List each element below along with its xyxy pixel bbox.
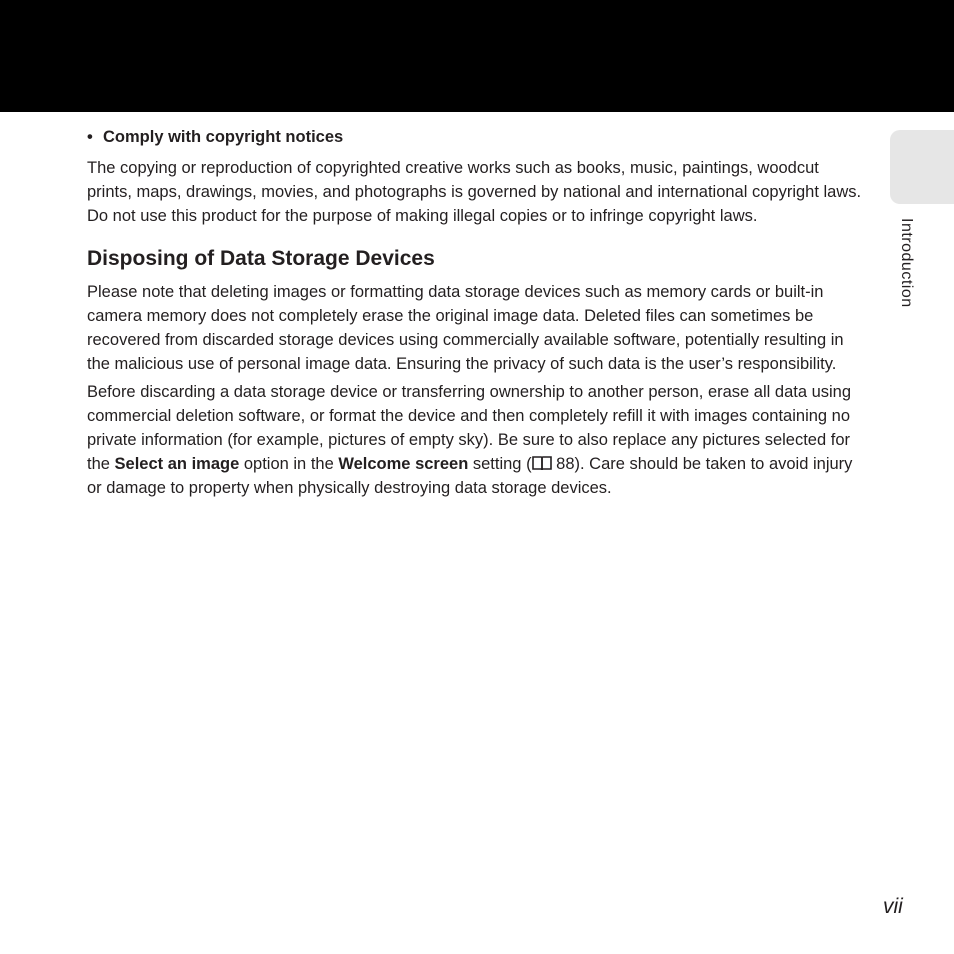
section-title: Disposing of Data Storage Devices [87,247,435,270]
welcome-screen-term: Welcome screen [338,455,469,473]
book-icon [532,455,552,471]
header-bar [0,0,954,112]
disposing-paragraph-1: Please note that deleting images or formatting data storage devices such as memory cards or built-in camera memory does not completely erase the original image data. Deleted files can sometimes be recovered from discarded storage devices using commercially available software, potentially resulting in the malicious use of personal image data. Ensuring the privacy of such data is the user’s responsibility. [87,283,844,373]
page-number: vii [883,895,903,918]
select-an-image-term: Select an image [114,455,240,473]
bullet: • [87,128,93,146]
copyright-heading-text: Comply with copyright notices [103,128,344,146]
section-tab[interactable] [890,130,954,204]
copyright-paragraph: The copying or reproduction of copyrighted creative works such as books, music, paintings, woodcut prints, maps, drawings, movies, and photographs is governed by national and international copyright laws. Do not use this product for the purpose of making illegal copies or to infringe copyright laws. [87,159,862,225]
page-content [87,124,867,504]
paragraph-text: setting ( [468,455,532,473]
paragraph-text: option in the [239,455,339,473]
section-tab-label: Introduction [898,218,915,308]
copyright-heading [87,124,867,150]
paragraph-text: Before discarding a data storage device or transferring ownership to another person, erase all data using commercial deletion software, or format the device and then completely refill it with images containing no private information (for example, pictures of empty sky). Be sure to also replace any pictures selected for the [87,383,852,473]
paragraph-text: 88). Care should be taken to avoid injury or damage to property when physically destroying data storage devices. [87,455,853,497]
disposing-paragraph-2 [87,380,867,500]
